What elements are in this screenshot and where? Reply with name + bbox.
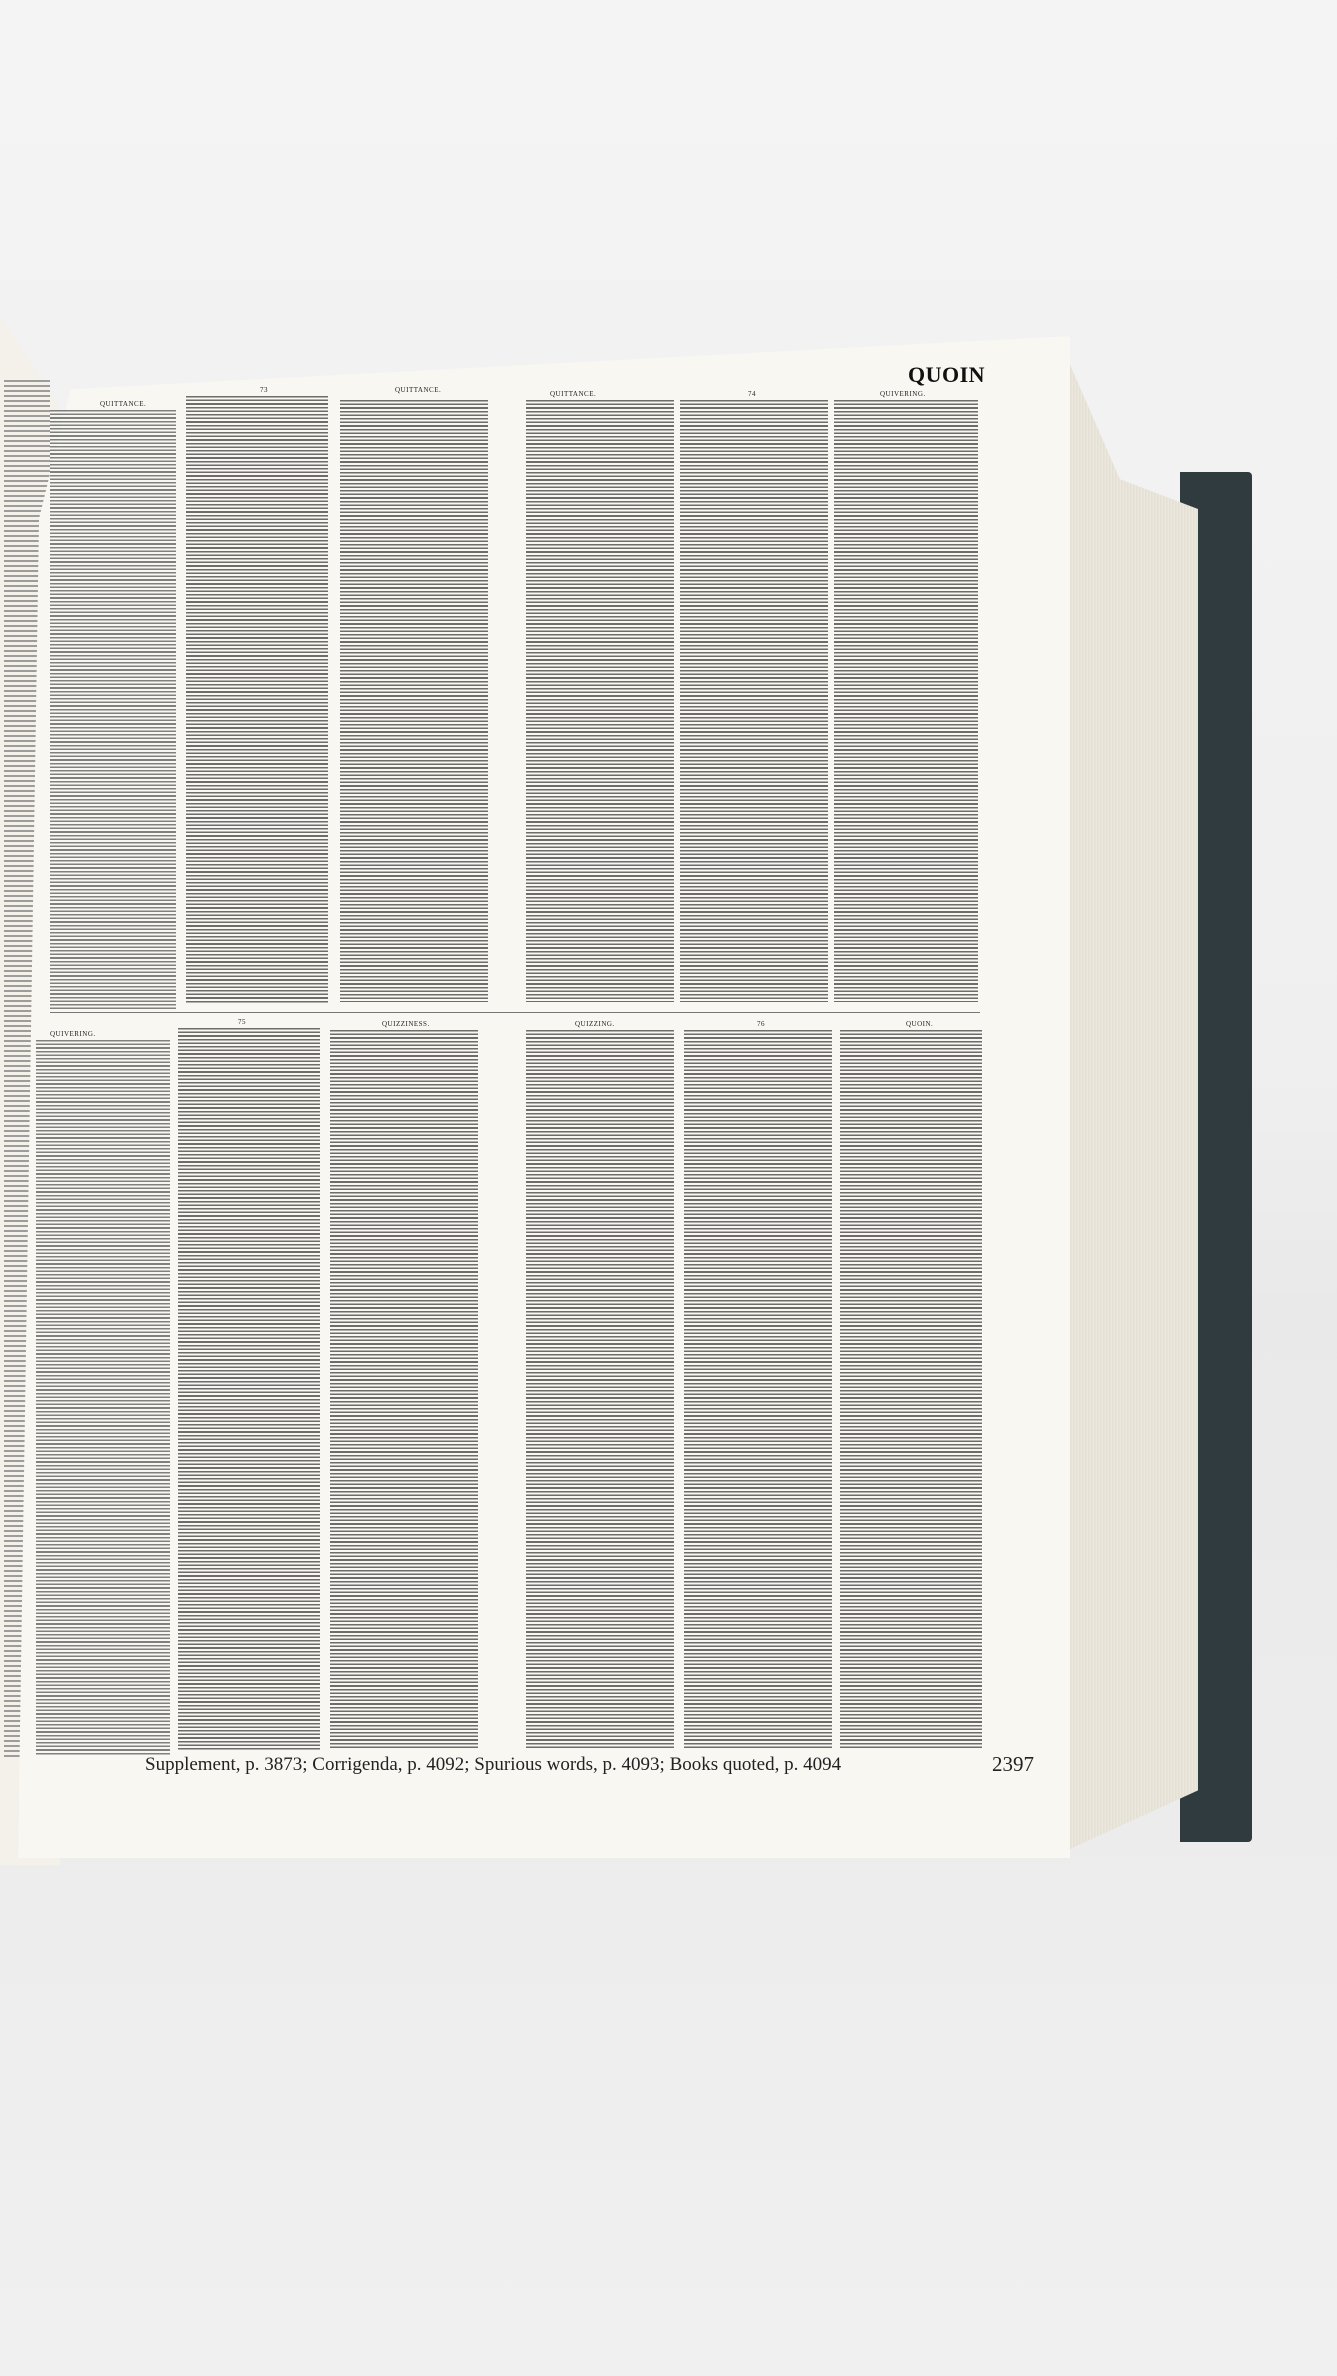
text-column — [840, 1030, 982, 1748]
page-folio: 2397 — [992, 1752, 1034, 1776]
page-number: 76 — [757, 1020, 765, 1028]
text-column — [526, 400, 674, 1002]
page-number: 73 — [260, 386, 268, 394]
page-number: 74 — [748, 390, 756, 398]
guide-word: QUOIN — [908, 362, 986, 387]
column-label: QUIVERING. — [880, 390, 926, 398]
column-label: QUIZZINESS. — [382, 1020, 430, 1028]
column-label: QUIVERING. — [50, 1030, 96, 1038]
text-column — [186, 396, 328, 1004]
page-footer: Supplement, p. 3873; Corrigenda, p. 4092; Spurious words, p. 4093; Books quoted, p. 4094 — [145, 1754, 842, 1775]
column-label: QUITTANCE. — [395, 386, 442, 394]
text-column — [526, 1030, 674, 1748]
text-column — [50, 410, 176, 1010]
text-column — [680, 400, 828, 1002]
column-label: QUITTANCE. — [100, 400, 147, 408]
text-column — [340, 400, 488, 1002]
page-edges — [1068, 360, 1198, 1850]
text-column — [834, 400, 978, 1002]
text-column — [330, 1030, 478, 1748]
text-column — [36, 1040, 170, 1755]
column-label: QUIZZING. — [575, 1020, 615, 1028]
column-label: QUOIN. — [906, 1020, 934, 1028]
text-column — [178, 1028, 320, 1750]
separator-rule — [50, 1012, 980, 1013]
column-label: QUITTANCE. — [550, 390, 597, 398]
page-number: 75 — [238, 1018, 246, 1026]
text-column — [684, 1030, 832, 1748]
